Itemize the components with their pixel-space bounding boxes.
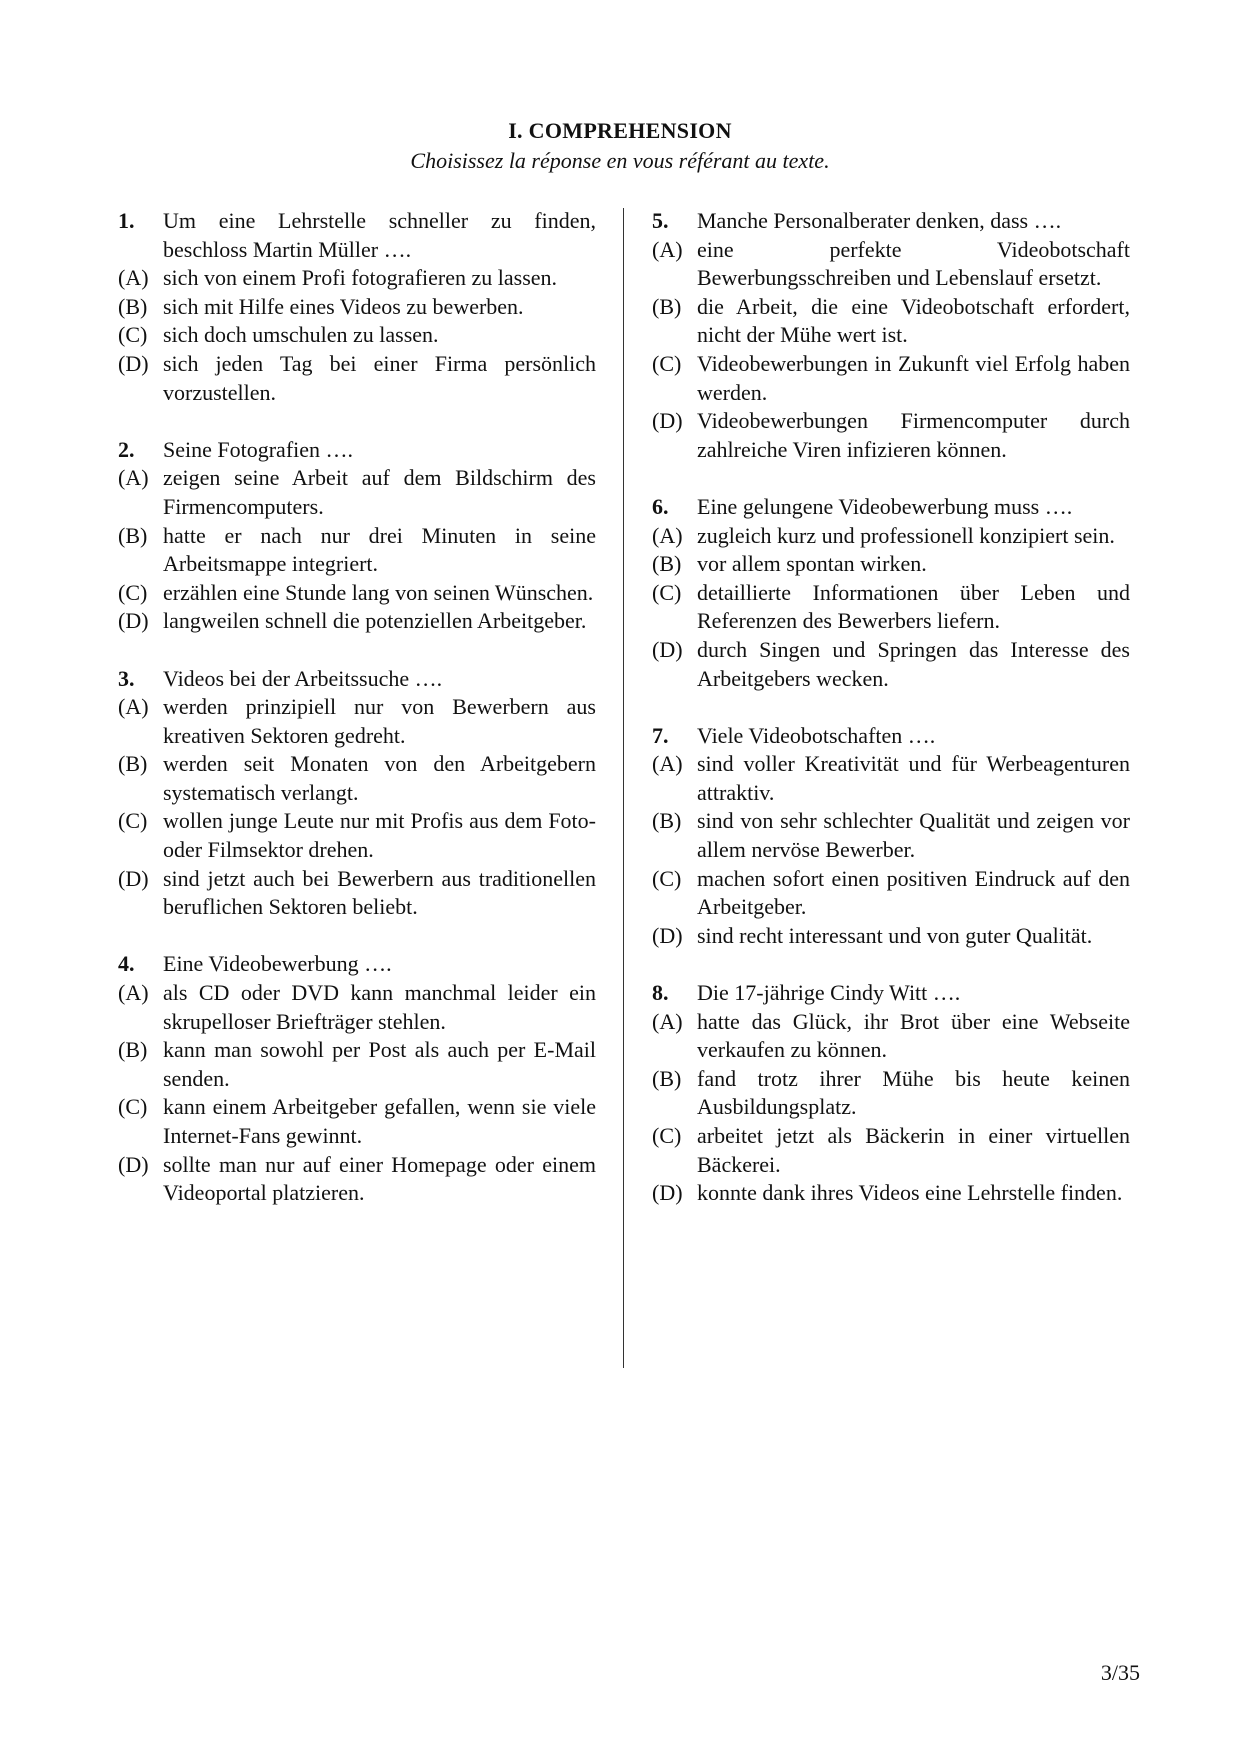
option-text: arbeitet jetzt als Bäckerin in einer virtuellen Bäckerei. xyxy=(697,1123,1130,1177)
option-label: (B) xyxy=(118,522,148,548)
answer-option xyxy=(118,750,596,807)
option-text: sich von einem Profi fotografieren zu lassen. xyxy=(163,265,558,291)
answer-option xyxy=(118,1151,596,1208)
answer-option xyxy=(652,636,1130,693)
question-4 xyxy=(118,950,596,1207)
question-3 xyxy=(118,665,596,922)
option-text: machen sofort einen positiven Eindruck auf den Arbeitgeber. xyxy=(697,865,1130,920)
option-label: (C) xyxy=(652,865,682,891)
option-label: (A) xyxy=(118,265,149,291)
question-stem-row xyxy=(118,436,596,465)
option-text: durch Singen und Springen das Interesse des Arbeitgebers wecken. xyxy=(697,636,1130,691)
option-text: sich mit Hilfe eines Videos zu bewerben. xyxy=(163,293,524,319)
answer-option xyxy=(652,522,1130,551)
question-stem-row xyxy=(118,950,596,979)
option-text: langweilen schnell die potenziellen Arbeitgeber. xyxy=(163,608,587,634)
column-divider xyxy=(623,208,624,1368)
option-label: (B) xyxy=(652,293,682,319)
question-stem: Die 17-jährige Cindy Witt …. xyxy=(697,980,961,1006)
option-label: (A) xyxy=(652,236,683,262)
option-text: zeigen seine Arbeit auf dem Bildschirm des Firmencomputers. xyxy=(163,465,596,519)
answer-option xyxy=(652,1122,1130,1179)
option-text: fand trotz ihrer Mühe bis heute keinen Ausbildungsplatz. xyxy=(697,1065,1130,1120)
question-stem-row xyxy=(652,722,1130,751)
option-text: Videobewerbungen Firmencomputer durch zahlreiche Viren infizieren können. xyxy=(697,408,1130,462)
option-text: sind jetzt auch bei Bewerbern aus traditionellen beruflichen Sektoren beliebt. xyxy=(163,865,596,920)
answer-option xyxy=(118,464,596,521)
option-text: sind voller Kreativität und für Werbeagenturen attraktiv. xyxy=(697,751,1130,805)
option-label: (D) xyxy=(652,408,683,434)
answer-option xyxy=(652,350,1130,407)
answer-option xyxy=(118,979,596,1036)
answer-option xyxy=(118,522,596,579)
option-text: werden seit Monaten von den Arbeitgebern systematisch verlangt. xyxy=(163,751,596,805)
question-stem-row xyxy=(118,665,596,694)
section-header xyxy=(0,116,1240,176)
option-label: (A) xyxy=(118,465,149,491)
answer-option xyxy=(118,350,596,407)
option-label: (A) xyxy=(652,751,683,777)
answer-option xyxy=(652,293,1130,350)
option-text: detaillierte Informationen über Leben und Referenzen des Bewerbers liefern. xyxy=(697,579,1130,634)
right-column xyxy=(652,207,1130,1236)
question-stem-row xyxy=(118,207,596,264)
option-text: werden prinzipiell nur von Bewerbern aus kreativen Sektoren gedreht. xyxy=(163,694,596,748)
question-stem: Um eine Lehrstelle schneller zu finden, beschloss Martin Müller …. xyxy=(163,208,596,262)
option-text: als CD oder DVD kann manchmal leider ein skrupelloser Briefträger stehlen. xyxy=(163,980,596,1034)
option-label: (B) xyxy=(652,1065,682,1091)
question-stem: Videos bei der Arbeitssuche …. xyxy=(163,665,443,691)
option-text: kann einem Arbeitgeber gefallen, wenn sie viele Internet-Fans gewinnt. xyxy=(163,1094,596,1148)
option-text: sich doch umschulen zu lassen. xyxy=(163,322,439,348)
question-number: 8. xyxy=(652,980,669,1006)
option-label: (B) xyxy=(118,1037,148,1063)
option-text: sich jeden Tag bei einer Firma persönlich vorzustellen. xyxy=(163,350,596,405)
option-text: eine perfekte Videobotschaft Bewerbungsschreiben und Lebenslauf ersetzt. xyxy=(697,236,1130,291)
answer-option xyxy=(118,321,596,350)
option-label: (D) xyxy=(118,865,149,891)
option-text: zugleich kurz und professionell konzipiert sein. xyxy=(697,522,1115,548)
option-label: (B) xyxy=(118,293,148,319)
option-label: (A) xyxy=(118,980,149,1006)
question-2 xyxy=(118,436,596,636)
answer-option xyxy=(652,750,1130,807)
question-number: 1. xyxy=(118,208,135,233)
answer-option xyxy=(118,865,596,922)
question-7 xyxy=(652,722,1130,951)
option-text: sind von sehr schlechter Qualität und zeigen vor allem nervöse Bewerber. xyxy=(697,808,1130,863)
option-label: (C) xyxy=(652,579,682,605)
option-label: (C) xyxy=(118,579,148,605)
page-number: 3/35 xyxy=(1100,1660,1140,1685)
answer-option xyxy=(118,1093,596,1150)
question-number: 2. xyxy=(118,436,135,462)
option-label: (A) xyxy=(118,694,149,720)
answer-option xyxy=(652,236,1130,293)
answer-option xyxy=(652,550,1130,579)
question-6 xyxy=(652,493,1130,693)
option-text: sind recht interessant und von guter Qualität. xyxy=(697,922,1093,948)
option-text: Videobewerbungen in Zukunft viel Erfolg haben werden. xyxy=(697,350,1130,405)
question-stem-row xyxy=(652,979,1130,1008)
answer-option xyxy=(652,407,1130,464)
question-stem: Seine Fotografien …. xyxy=(163,436,354,462)
question-5 xyxy=(652,207,1130,464)
option-label: (D) xyxy=(652,922,683,948)
question-stem: Manche Personalberater denken, dass …. xyxy=(697,208,1062,233)
option-text: sollte man nur auf einer Homepage oder einem Videoportal platzieren. xyxy=(163,1151,596,1206)
answer-option xyxy=(652,922,1130,951)
option-label: (D) xyxy=(118,350,149,376)
option-text: hatte er nach nur drei Minuten in seine Arbeitsmappe integriert. xyxy=(163,522,596,577)
option-label: (C) xyxy=(118,1094,148,1120)
option-text: konnte dank ihres Videos eine Lehrstelle finden. xyxy=(697,1180,1123,1206)
question-stem-row xyxy=(652,493,1130,522)
question-stem: Eine Videobewerbung …. xyxy=(163,951,392,977)
answer-option xyxy=(652,1179,1130,1208)
question-8 xyxy=(652,979,1130,1208)
answer-option xyxy=(118,807,596,864)
answer-option xyxy=(652,1008,1130,1065)
option-label: (C) xyxy=(652,1123,682,1148)
option-label: (C) xyxy=(118,808,148,834)
option-text: hatte das Glück, ihr Brot über eine Webseite verkaufen zu können. xyxy=(697,1008,1130,1063)
question-number: 6. xyxy=(652,493,669,519)
option-label: (D) xyxy=(652,636,683,662)
option-label: (B) xyxy=(118,751,148,777)
option-label: (B) xyxy=(652,551,682,577)
left-column xyxy=(118,207,596,1236)
option-label: (C) xyxy=(118,322,148,348)
option-text: die Arbeit, die eine Videobotschaft erfordert, nicht der Mühe wert ist. xyxy=(697,293,1130,348)
answer-option xyxy=(652,1065,1130,1122)
option-label: (D) xyxy=(118,1151,149,1177)
answer-option xyxy=(118,579,596,608)
option-label: (C) xyxy=(652,350,682,376)
question-number: 4. xyxy=(118,951,135,977)
option-text: kann man sowohl per Post als auch per E-Mail senden. xyxy=(163,1037,596,1091)
question-number: 5. xyxy=(652,208,669,233)
answer-option xyxy=(652,807,1130,864)
option-label: (A) xyxy=(652,1008,683,1034)
answer-option xyxy=(118,693,596,750)
answer-option xyxy=(652,865,1130,922)
option-label: (A) xyxy=(652,522,683,548)
option-label: (D) xyxy=(118,608,149,634)
instructions: Choisissez la réponse en vous référant au texte. xyxy=(410,148,830,173)
option-text: vor allem spontan wirken. xyxy=(697,551,927,577)
option-text: erzählen eine Stunde lang von seinen Wünschen. xyxy=(163,579,594,605)
option-label: (B) xyxy=(652,808,682,834)
answer-option xyxy=(118,1036,596,1093)
question-stem: Eine gelungene Videobewerbung muss …. xyxy=(697,493,1073,519)
question-stem-row xyxy=(652,207,1130,236)
question-number: 7. xyxy=(652,722,669,748)
option-label: (D) xyxy=(652,1180,683,1206)
answer-option xyxy=(118,607,596,636)
section-title: I. COMPREHENSION xyxy=(508,118,732,143)
question-1 xyxy=(118,207,596,407)
answer-option xyxy=(118,264,596,293)
answer-option xyxy=(118,293,596,322)
option-text: wollen junge Leute nur mit Profis aus dem Foto- oder Filmsektor drehen. xyxy=(163,808,596,863)
question-number: 3. xyxy=(118,665,135,691)
question-stem: Viele Videobotschaften …. xyxy=(697,722,936,748)
answer-option xyxy=(652,579,1130,636)
